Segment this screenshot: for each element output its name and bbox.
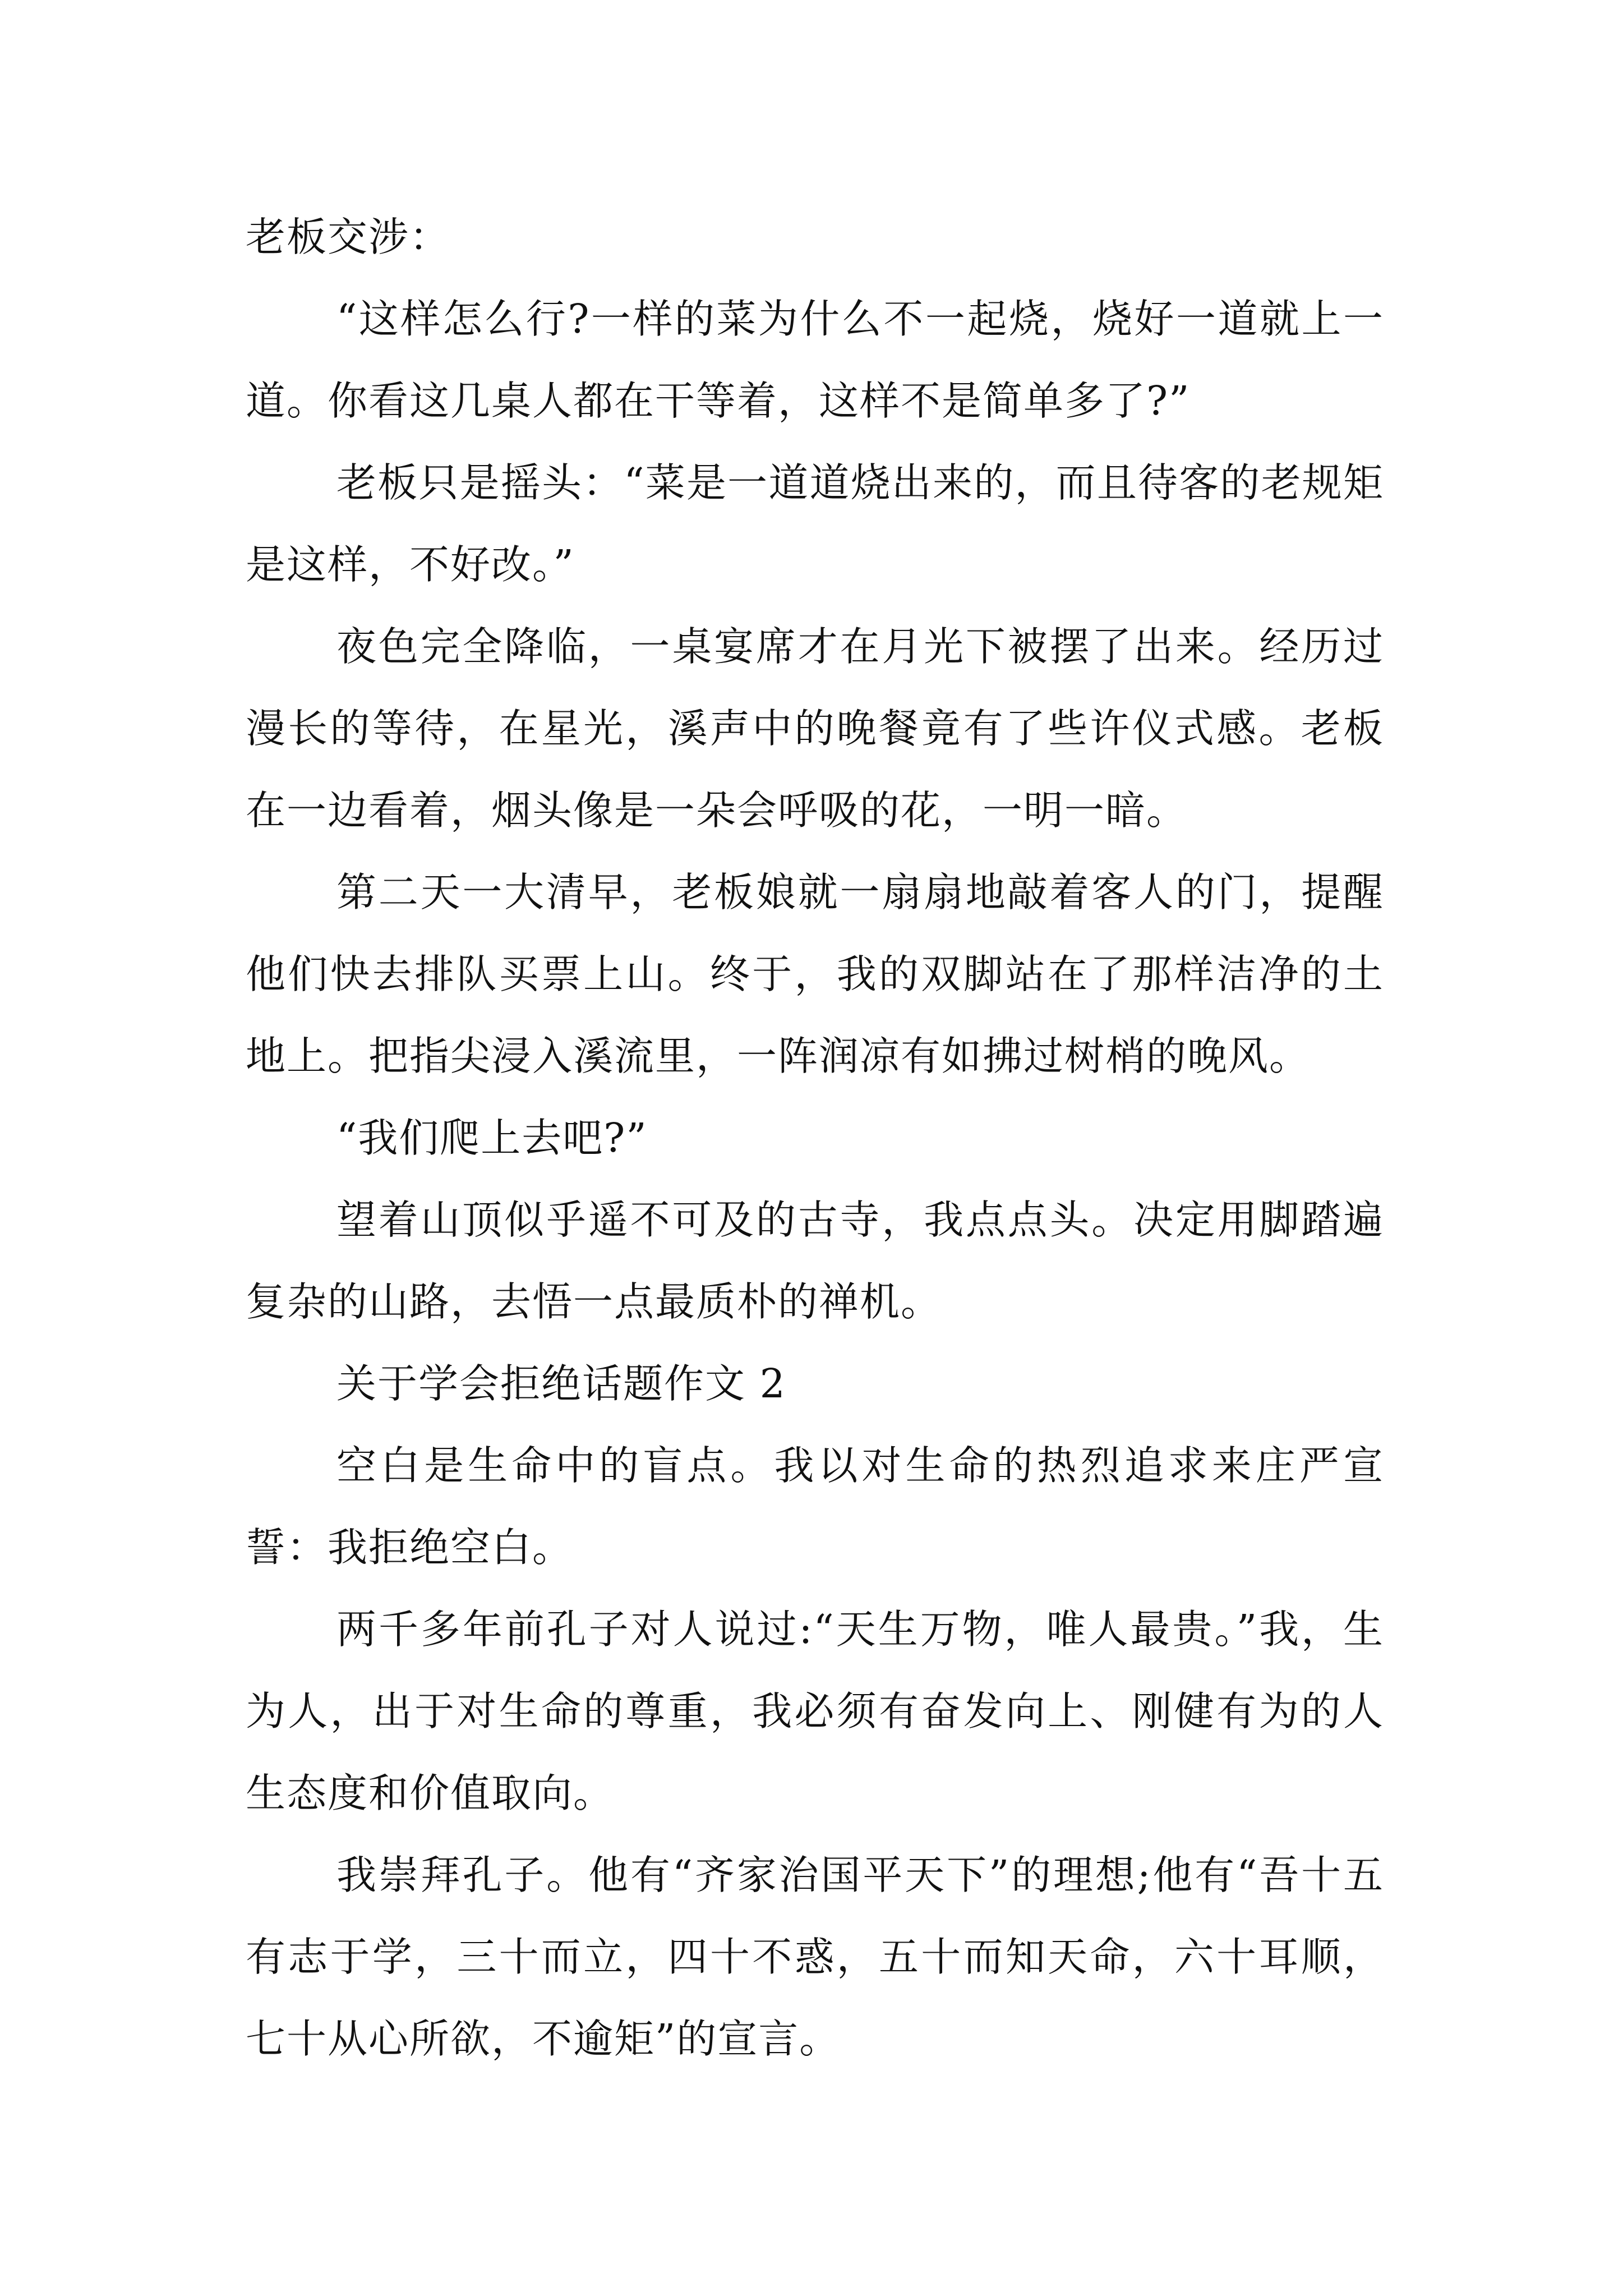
body-text <box>246 196 1384 2080</box>
paragraph-10: 两千多年前孔子对人说过:“天生万物，唯人最贵。”我，生为人，出于对生命的尊重，我必须有奋发向上、刚健有为的人生态度和价值取向。 <box>246 1606 1384 1816</box>
paragraph-6: “我们爬上去吧?” <box>336 1115 648 1161</box>
paragraph-7: 望着山顶似乎遥不可及的古寺，我点点头。决定用脚踏遍复杂的山路，去悟一点最质朴的禅机。 <box>246 1197 1384 1325</box>
paragraph-1: 老板交涉： <box>246 214 451 260</box>
paragraph-11: 我崇拜孔子。他有“齐家治国平天下”的理想;他有“吾十五有志于学，三十而立，四十不惑，五十而知天命，六十耳顺，七十从心所欲，不逾矩”的宣言。 <box>246 1852 1384 2062</box>
paragraph-2: “这样怎么行?一样的菜为什么不一起烧，烧好一道就上一道。你看这几桌人都在干等着，这样不是简单多了?” <box>246 296 1384 424</box>
paragraph-9: 空白是生命中的盲点。我以对生命的热烈追求来庄严宣誓：我拒绝空白。 <box>246 1442 1384 1571</box>
paragraph-3: 老板只是摇头：“菜是一道道烧出来的，而且待客的老规矩是这样，不好改。” <box>246 459 1384 588</box>
section-heading: 关于学会拒绝话题作文 2 <box>336 1360 786 1407</box>
paragraph-5: 第二天一大清早，老板娘就一扇扇地敲着客人的门，提醒他们快去排队买票上山。终于，我的双脚站在了那样洁净的土地上。把指尖浸入溪流里，一阵润凉有如拂过树梢的晚风。 <box>246 869 1384 1079</box>
paragraph-4: 夜色完全降临，一桌宴席才在月光下被摆了出来。经历过漫长的等待，在星光，溪声中的晚餐竟有了些许仪式感。老板在一边看着，烟头像是一朵会呼吸的花，一明一暗。 <box>246 623 1384 834</box>
